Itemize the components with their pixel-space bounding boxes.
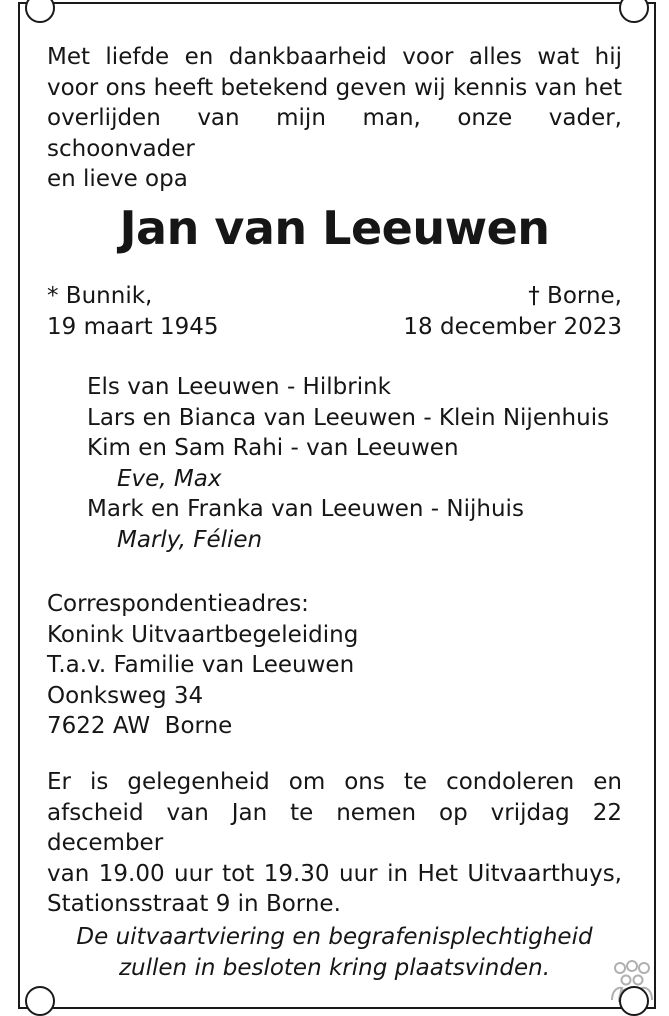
correspondence-address [47,589,622,742]
birth-info [47,281,219,342]
death-info [403,281,622,342]
address-line: T.a.v. Familie van Leeuwen [47,652,355,678]
intro-line: overlijden van mijn man, onze vader, schoonvader [47,105,622,162]
deceased-name: Jan van Leeuwen [119,201,550,255]
death-place: † Borne, [528,283,622,309]
condolence-line: Stationsstraat 9 in Borne. [47,891,341,917]
condolence-line: Er is gelegenheid om ons te condoleren en [47,769,622,795]
condolence-text [47,767,622,920]
address-line: Oonksweg 34 [47,682,204,709]
address-line: Konink Uitvaartbegeleiding [47,621,359,648]
family-member: Els van Leeuwen - Hilbrink [87,374,391,400]
family-member: Mark en Franka van Leeuwen - Nijhuis [87,496,524,522]
intro-line: voor ons heeft betekend geven wij kennis van het [47,74,622,101]
closing-text [47,922,622,983]
birth-place: * Bunnik, [47,283,153,309]
intro-line: en lieve opa [47,166,188,192]
intro-text [47,42,622,195]
death-date: 18 december 2023 [403,313,622,340]
border-corner-ornament [619,986,649,1016]
condolence-line: afscheid van Jan te nemen op vrijdag 22 december [47,799,622,856]
border-corner-ornament [25,986,55,1016]
closing-line: De uitvaartviering en begrafenisplechtigheid [76,924,593,950]
grandchildren: Eve, Max [117,465,222,492]
family-member: Kim en Sam Rahi - van Leeuwen [87,435,459,461]
address-line: 7622 AW Borne [47,713,233,739]
border-corner-ornament [619,0,649,23]
family-member: Lars en Bianca van Leeuwen - Klein Nijenhuis [87,404,610,431]
closing-line: zullen in besloten kring plaatsvinden. [118,954,551,981]
family-list [87,372,627,555]
address-line: Correspondentieadres: [47,591,309,617]
grandchildren: Marly, Félien [117,526,263,553]
birth-date: 19 maart 1945 [47,313,219,340]
condolence-line: van 19.00 uur tot 19.30 uur in Het Uitvaarthuys, [47,860,622,887]
intro-line: Met liefde en dankbaarheid voor alles wat hij [47,44,622,70]
border-corner-ornament [25,0,55,23]
